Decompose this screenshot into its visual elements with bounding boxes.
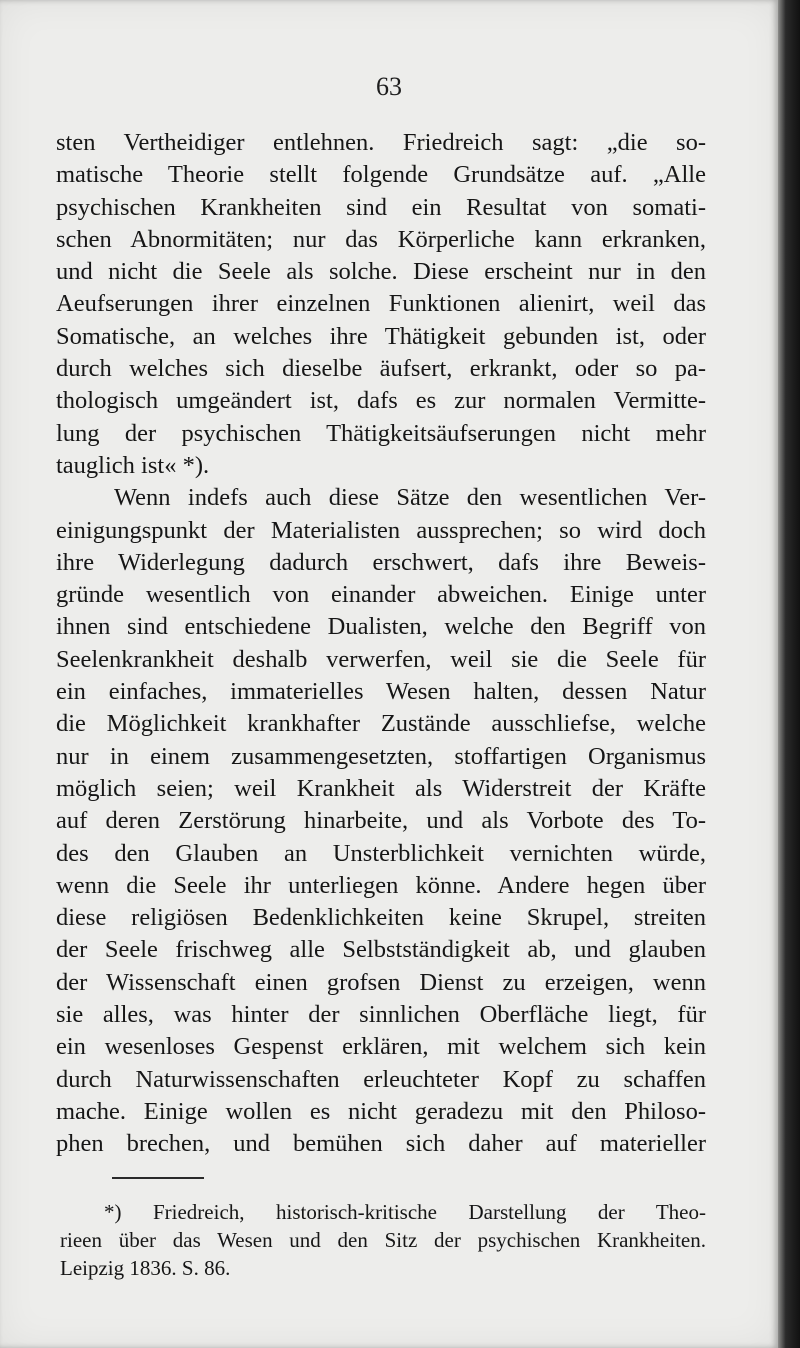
text-line: Wenn indefs auch diese Sätze den wesentlichen Ver- bbox=[114, 484, 706, 512]
text-line: sie alles, was hinter der sinnlichen Oberfläche liegt, für bbox=[56, 1001, 706, 1029]
text-line: ein einfaches, immaterielles Wesen halten, dessen Natur bbox=[56, 678, 706, 706]
text-line: wenn die Seele ihr unterliegen könne. Andere hegen über bbox=[56, 871, 706, 899]
text-line: diese religiösen Bedenklichkeiten keine Skrupel, streiten bbox=[56, 904, 706, 932]
text-line: schen Abnormitäten; nur das Körperliche kann erkranken, bbox=[56, 225, 706, 253]
footnote-line: Leipzig 1836. S. 86. bbox=[60, 1256, 231, 1280]
text-line: psychischen Krankheiten sind ein Resultat von somati- bbox=[56, 193, 706, 221]
text-line: phen brechen, und bemühen sich daher auf materieller bbox=[56, 1130, 706, 1158]
text-line: einigungspunkt der Materialisten aussprechen; so wird doch bbox=[56, 516, 706, 544]
text-line: Aeufserungen ihrer einzelnen Funktionen alienirt, weil das bbox=[56, 290, 706, 318]
text-line: sten Vertheidiger entlehnen. Friedreich sagt: „die so- bbox=[56, 129, 706, 156]
text-line: möglich seien; weil Krankheit als Widerstreit der Kräfte bbox=[56, 774, 706, 802]
text-line: der Wissenschaft einen grofsen Dienst zu erzeigen, wenn bbox=[56, 968, 706, 996]
text-line: auf deren Zerstörung hinarbeite, und als Vorbote des To- bbox=[56, 807, 706, 835]
text-line: Somatische, an welches ihre Thätigkeit gebunden ist, oder bbox=[56, 322, 706, 350]
text-line: die Möglichkeit krankhafter Zustände ausschliefse, welche bbox=[56, 710, 706, 738]
text-line: durch Naturwissenschaften erleuchteter Kopf zu schaffen bbox=[56, 1065, 706, 1093]
text-line: matische Theorie stellt folgende Grundsätze auf. „Alle bbox=[56, 161, 706, 189]
text-line: mache. Einige wollen es nicht geradezu mit den Philoso- bbox=[56, 1097, 706, 1125]
text-line: nur in einem zusammengesetzten, stoffartigen Organismus bbox=[56, 742, 706, 770]
text-line: Seelenkrankheit deshalb verwerfen, weil sie die Seele für bbox=[56, 645, 706, 673]
footnote-line: rieen über das Wesen und den Sitz der psychischen Krankheiten. bbox=[60, 1228, 706, 1252]
text-line: und nicht die Seele als solche. Diese erscheint nur in den bbox=[56, 258, 706, 286]
footnote bbox=[60, 1198, 706, 1282]
text-line: thologisch umgeändert ist, dafs es zur normalen Vermitte- bbox=[56, 387, 706, 415]
text-line: der Seele frischweg alle Selbstständigkeit ab, und glauben bbox=[56, 936, 706, 964]
footnote-divider bbox=[112, 1177, 204, 1179]
page-edge-shadow bbox=[778, 0, 800, 1348]
text-line: ein wesenloses Gespenst erklären, mit welchem sich kein bbox=[56, 1033, 706, 1061]
footnote-line: *) Friedreich, historisch-kritische Darstellung der Theo- bbox=[104, 1200, 706, 1224]
text-line: gründe wesentlich von einander abweichen. Einige unter bbox=[56, 581, 706, 609]
text-line: des den Glauben an Unsterblichkeit vernichten würde, bbox=[56, 839, 706, 867]
text-line: tauglich ist« *). bbox=[56, 451, 210, 479]
text-line: lung der psychischen Thätigkeitsäufserungen nicht mehr bbox=[56, 419, 706, 447]
page-number: 63 bbox=[376, 72, 402, 101]
body-text bbox=[56, 127, 706, 1161]
text-line: ihnen sind entschiedene Dualisten, welche den Begriff von bbox=[56, 613, 706, 641]
text-line: ihre Widerlegung dadurch erschwert, dafs ihre Beweis- bbox=[56, 548, 706, 576]
text-line: durch welches sich dieselbe äufsert, erkrankt, oder so pa- bbox=[56, 355, 706, 383]
